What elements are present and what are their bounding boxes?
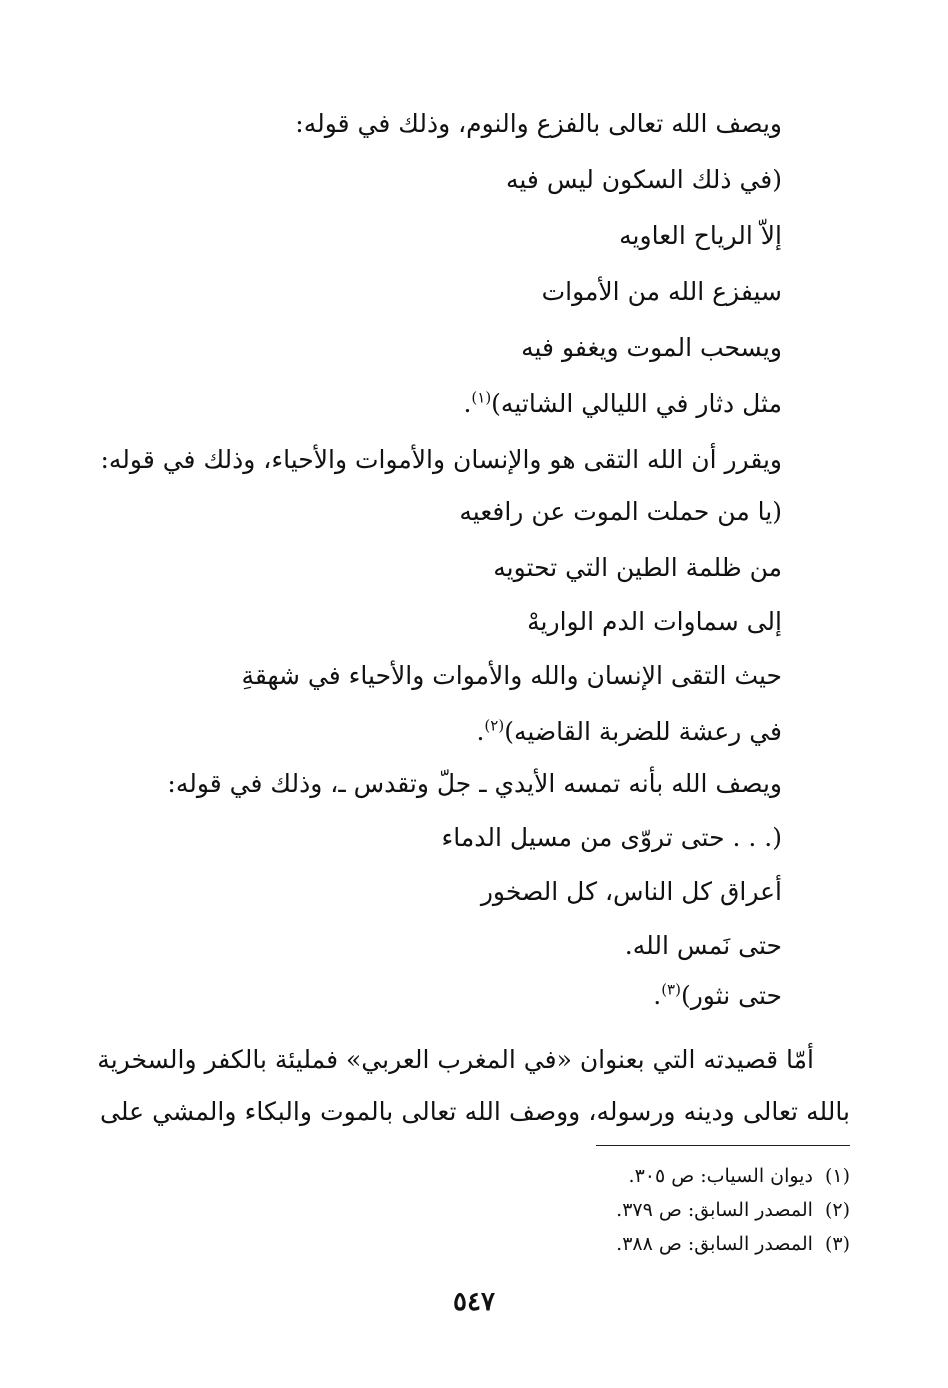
footnote-ref: (١): [471, 388, 492, 407]
footnote-ref: (٢): [484, 716, 505, 735]
text-line-content: سيفزع الله من الأموات: [541, 277, 782, 306]
text-line: [100, 440, 782, 480]
text-line-content: إلاّ الرياح العاويه: [619, 221, 782, 250]
text-line-content: في رعشة للضربة القاضيه): [504, 717, 782, 746]
verse-line: [521, 328, 782, 368]
verse-line: [241, 656, 782, 696]
footnote: [616, 1196, 850, 1224]
text-line: [295, 104, 782, 144]
footnote-number: (١): [824, 1165, 850, 1187]
verse-line: [625, 926, 782, 966]
text-line-content: حتى نثور): [680, 981, 782, 1010]
footnote-text: المصدر السابق: ص ٣٨٨.: [616, 1233, 813, 1255]
text-line-content: (يا من حملت الموت عن رافعيه: [459, 497, 782, 526]
footnote-text: ديوان السياب: ص ٣٠٥.: [628, 1165, 813, 1187]
footnote-separator: [596, 1145, 850, 1146]
verse-line: مثل دثار في الليالي الشاتيه)$^{(١)}$.: [463, 388, 782, 418]
verse-line: [506, 160, 782, 200]
text-line-content: أعراق كل الناس، كل الصخور: [480, 877, 782, 906]
verse-line: حتى نثور)$^{(٣)}$.: [653, 980, 782, 1010]
footnote-number: (٣): [824, 1233, 850, 1255]
text-line-content: ويسحب الموت ويغفو فيه: [521, 333, 782, 362]
footnote-ref: (٣): [661, 980, 681, 999]
text-line-content: ويصف الله بأنه تمسه الأيدي ـ جلّ وتقدس ـ، وذلك في قوله:: [167, 769, 782, 798]
footnote-text: المصدر السابق: ص ٣٧٩.: [616, 1199, 813, 1221]
text-line-content: حتى نَمس الله.: [624, 931, 782, 960]
page-number: ٥٤٧: [453, 1287, 495, 1317]
footnote: [616, 1230, 850, 1258]
text-line-content: (في ذلك السكون ليس فيه: [505, 165, 782, 194]
footnote: [629, 1162, 850, 1190]
verse-line: في رعشة للضربة القاضيه)$^{(٢)}$.: [476, 716, 782, 746]
verse-line: [619, 216, 782, 256]
verse-line: [493, 548, 782, 588]
text-line-content: مثل دثار في الليالي الشاتيه): [491, 389, 782, 418]
text-line-content: إلى سماوات الدم الواريهْ: [527, 607, 782, 636]
footnote-number: (٢): [824, 1199, 850, 1221]
verse-line: [481, 872, 782, 912]
text-line: [100, 1092, 850, 1132]
text-line-content: ويقرر أن الله التقى هو والإنسان والأموات والأحياء، وذلك في قوله:: [100, 445, 782, 474]
text-line-content: ويصف الله تعالى بالفزع والنوم، وذلك في قوله:: [295, 109, 782, 138]
text-line-content: أمّا قصيدته التي بعنوان «في المغرب العربي» فمليئة بالكفر والسخرية: [97, 1045, 814, 1074]
text-line-content: (. . . حتى تروّى من مسيل الدماء: [441, 823, 782, 852]
text-line-content: من ظلمة الطين التي تحتويه: [493, 553, 782, 582]
verse-line: [459, 492, 782, 532]
text-line: [97, 1040, 814, 1080]
text-line-content: بالله تعالى ودينه ورسوله، ووصف الله تعالى بالموت والبكاء والمشي على: [100, 1097, 850, 1126]
verse-line: [542, 272, 782, 312]
text-line: [167, 764, 782, 804]
verse-line: [442, 818, 783, 858]
verse-line: [527, 602, 782, 642]
text-line-content: حيث التقى الإنسان والله والأموات والأحياء في شهقةِ: [241, 661, 782, 690]
